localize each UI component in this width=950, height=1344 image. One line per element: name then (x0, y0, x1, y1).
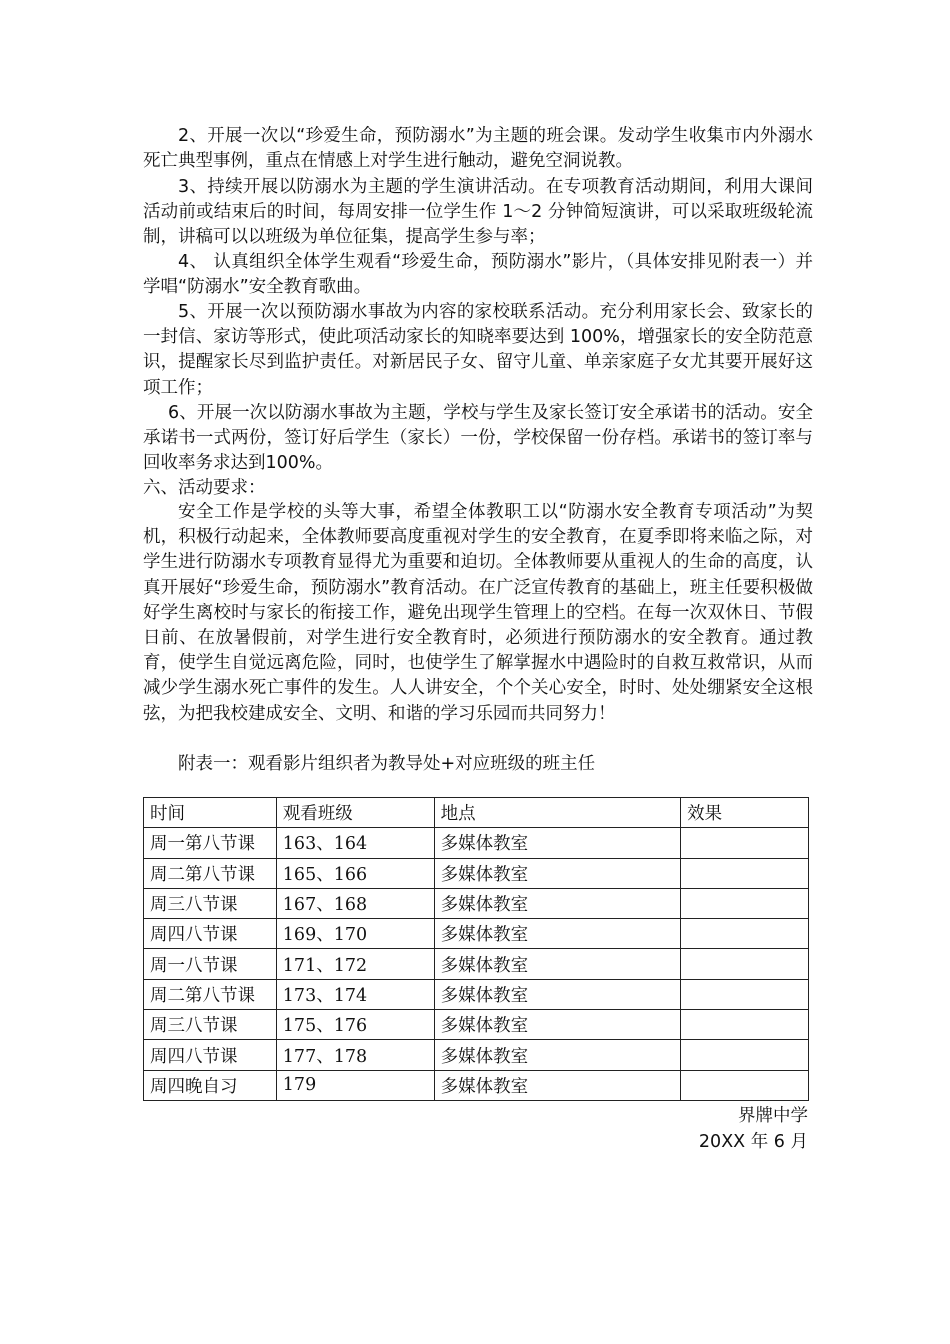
cell-classes: 163、164 (276, 828, 434, 858)
appendix-note: 附表一：观看影片组织者为教导处+对应班级的班主任 (178, 754, 596, 774)
schedule-table (143, 797, 809, 1101)
section-heading: 六、活动要求： (143, 478, 266, 498)
cell-classes: 179 (276, 1070, 434, 1100)
cell-location: 多媒体教室 (434, 1010, 681, 1040)
requirements-paragraph: 安全工作是学校的头等大事，希望全体教职工以“防溺水安全教育专项活动”为契机，积极行动起来，全体教师要高度重视对学生的安全教育，在夏季即将来临之际，对学生进行防溺水专项教育显得尤为重要和迫切。全体教师要从重视人的生命的高度，认真开展好“珍爱生命，预防溺水”教育活动。在广泛宣传教育的基础上，班主任要积极做好学生离校时与家长的衔接工作，避免出现学生管理上的空档。在每一次双休日、节假日前、在放暑假前，对学生进行安全教育时，必须进行预防溺水的安全教育。通过教育，使学生自觉远离危险，同时，也使学生了解掌握水中遇险时的自救互救常识，从而减少学生溺水死亡事件的发生。人人讲安全，个个关心安全，时时、处处绷紧安全这根弦，为把我校建成安全、文明、和谐的学习乐园而共同努力！ (143, 502, 813, 724)
cell-effect (681, 858, 809, 888)
cell-effect (681, 1070, 809, 1100)
header-classes: 观看班级 (276, 798, 434, 828)
table-row (144, 919, 809, 949)
table-row (144, 858, 809, 888)
paragraph-item-6: 6、开展一次以防溺水事故为主题，学校与学生及家长签订安全承诺书的活动。安全承诺书一式两份，签订好后学生（家长）一份，学校保留一份存档。承诺书的签订率与回收率务求达到100%。 (143, 403, 813, 474)
paragraph-item-3: 3、持续开展以防溺水为主题的学生演讲活动。在专项教育活动期间，利用大课间活动前或结束后的时间，每周安排一位学生作 1～2 分钟简短演讲，可以采取班级轮流制，讲稿可以以班级为单位征集，提高学生参与率； (143, 177, 813, 248)
cell-classes: 165、166 (276, 858, 434, 888)
cell-time: 周四八节课 (144, 1040, 277, 1070)
cell-classes: 167、168 (276, 888, 434, 918)
cell-time: 周二第八节课 (144, 858, 277, 888)
cell-effect (681, 919, 809, 949)
school-signature: 界牌中学 (738, 1106, 808, 1126)
table-row (144, 1010, 809, 1040)
cell-location: 多媒体教室 (434, 888, 681, 918)
cell-classes: 173、174 (276, 979, 434, 1009)
cell-classes: 177、178 (276, 1040, 434, 1070)
cell-time: 周一八节课 (144, 949, 277, 979)
cell-time: 周四晚自习 (144, 1070, 277, 1100)
cell-time: 周三八节课 (144, 1010, 277, 1040)
document-date: 20XX 年 6 月 (698, 1132, 808, 1152)
cell-location: 多媒体教室 (434, 1040, 681, 1070)
cell-effect (681, 888, 809, 918)
cell-effect (681, 828, 809, 858)
cell-location: 多媒体教室 (434, 828, 681, 858)
table-header-row (144, 798, 809, 828)
table-row (144, 979, 809, 1009)
cell-time: 周二第八节课 (144, 979, 277, 1009)
paragraph-item-2: 2、开展一次以“珍爱生命，预防溺水”为主题的班会课。发动学生收集市内外溺水死亡典型事例，重点在情感上对学生进行触动，避免空洞说教。 (143, 126, 813, 172)
cell-location: 多媒体教室 (434, 979, 681, 1009)
cell-effect (681, 949, 809, 979)
cell-classes: 171、172 (276, 949, 434, 979)
cell-classes: 175、176 (276, 1010, 434, 1040)
header-location: 地点 (434, 798, 681, 828)
table-row (144, 828, 809, 858)
header-time: 时间 (144, 798, 277, 828)
cell-time: 周一第八节课 (144, 828, 277, 858)
table-row (144, 949, 809, 979)
paragraph-item-4: 4、 认真组织全体学生观看“珍爱生命，预防溺水”影片，（具体安排见附表一）并学唱“防溺水”安全教育歌曲。 (143, 252, 813, 298)
table-row (144, 1040, 809, 1070)
cell-time: 周三八节课 (144, 888, 277, 918)
cell-effect (681, 1040, 809, 1070)
cell-effect (681, 979, 809, 1009)
cell-classes: 169、170 (276, 919, 434, 949)
header-effect: 效果 (681, 798, 809, 828)
cell-location: 多媒体教室 (434, 919, 681, 949)
cell-time: 周四八节课 (144, 919, 277, 949)
table-row (144, 1070, 809, 1100)
cell-location: 多媒体教室 (434, 1070, 681, 1100)
cell-effect (681, 1010, 809, 1040)
paragraph-item-5: 5、开展一次以预防溺水事故为内容的家校联系活动。充分利用家长会、致家长的一封信、家访等形式，使此项活动家长的知晓率要达到 100%，增强家长的安全防范意识，提醒家长尽到监护责任。对新居民子女、留守儿童、单亲家庭子女尤其要开展好这项工作； (143, 302, 813, 398)
cell-location: 多媒体教室 (434, 858, 681, 888)
cell-location: 多媒体教室 (434, 949, 681, 979)
table-row (144, 888, 809, 918)
